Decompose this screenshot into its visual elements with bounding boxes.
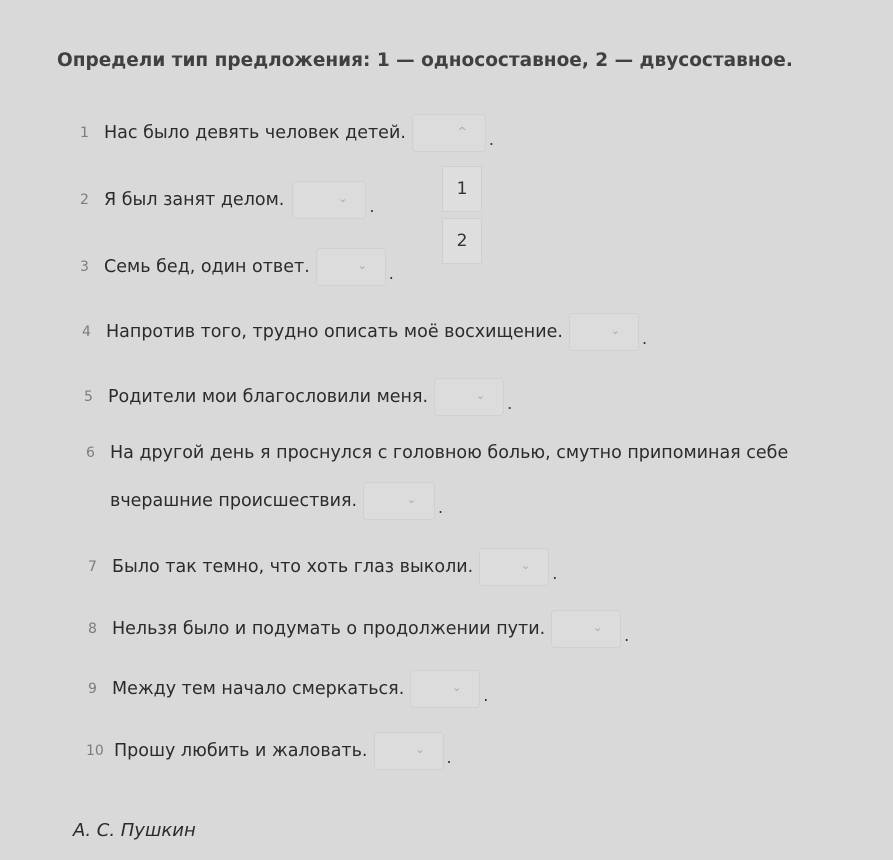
item-number: 1	[80, 125, 89, 141]
sentence-text: Было так темно, что хоть глаз выколи.	[112, 557, 474, 577]
chevron-down-icon: ⌄	[592, 621, 603, 634]
chevron-up-icon: ^	[457, 125, 467, 138]
answer-dropdown-menu	[442, 166, 482, 270]
item-number: 3	[80, 259, 89, 275]
answer-select-6[interactable]	[363, 482, 435, 520]
sentence-item-3: 3 Семь бед, один ответ. ⌄ .	[80, 248, 394, 286]
sentence-text: Семь бед, один ответ.	[104, 257, 310, 277]
item-number: 9	[88, 681, 97, 697]
chevron-down-icon: ⌄	[415, 743, 425, 756]
item-number: 2	[80, 192, 89, 208]
chevron-down-icon: ⌄	[520, 559, 531, 572]
answer-select-10[interactable]	[374, 732, 444, 770]
sentence-item-9: 9 Между тем начало смеркаться. ⌄ .	[88, 670, 488, 708]
answer-select-9[interactable]	[410, 670, 480, 708]
item-number: 8	[88, 621, 97, 637]
answer-select-5[interactable]	[434, 378, 504, 416]
sentence-item-4: 4 Напротив того, трудно описать моё восхищение. ⌄ .	[82, 313, 647, 351]
sentence-text: Я был занят делом.	[104, 190, 285, 210]
answer-select-8[interactable]	[551, 610, 621, 648]
chevron-down-icon: ⌄	[475, 389, 486, 402]
item-number: 4	[82, 324, 91, 340]
sentence-text: Прошу любить и жаловать.	[114, 741, 368, 761]
answer-select-4[interactable]	[569, 313, 639, 351]
sentence-text: Нельзя было и подумать о продолжении пути.	[112, 619, 546, 639]
chevron-down-icon: ⌄	[452, 681, 462, 694]
dropdown-option-1[interactable]: 1	[442, 166, 482, 212]
author-signature: А. С. Пушкин	[73, 820, 196, 841]
sentence-text: вчерашние происшествия.	[110, 491, 358, 511]
sentence-item-5: 5 Родители мои благословили меня. ⌄ .	[84, 378, 512, 416]
sentence-text: Нас было девять человек детей.	[104, 123, 406, 143]
sentence-text: Родители мои благословили меня.	[108, 387, 429, 407]
sentence-text: Между тем начало смеркаться.	[112, 679, 405, 699]
sentence-item-2: 2 Я был занят делом. ⌄ .	[80, 181, 374, 219]
sentence-item-10: 10 Прошу любить и жаловать. ⌄ .	[86, 732, 452, 770]
sentence-item-6	[86, 443, 788, 463]
dropdown-option-2[interactable]: 2	[442, 218, 482, 264]
item-number: 10	[86, 743, 104, 759]
chevron-down-icon: ⌄	[406, 493, 417, 506]
task-title: Определи тип предложения: 1 — односоставное, 2 — двусоставное.	[57, 50, 793, 71]
item-number: 7	[88, 559, 97, 575]
answer-select-7[interactable]	[479, 548, 549, 586]
answer-select-3[interactable]	[316, 248, 386, 286]
chevron-down-icon: ⌄	[357, 259, 367, 272]
answer-select-2[interactable]	[292, 181, 366, 219]
sentence-item-8: 8 Нельзя было и подумать о продолжении пути. ⌄ .	[88, 610, 629, 648]
chevron-down-icon: ⌄	[338, 192, 348, 205]
sentence-text: Напротив того, трудно описать моё восхищение.	[106, 322, 563, 342]
item-number: 5	[84, 389, 93, 405]
answer-select-1[interactable]	[412, 114, 486, 152]
sentence-item-6-continued: вчерашние происшествия. ⌄ .	[110, 482, 443, 520]
chevron-down-icon: ⌄	[610, 324, 620, 337]
sentence-text: На другой день я проснулся с головною болью, смутно припоминая себе	[110, 443, 789, 463]
sentence-item-1: 1 Нас было девять человек детей. ^ .	[80, 114, 494, 152]
sentence-item-7: 7 Было так темно, что хоть глаз выколи. ⌄ .	[88, 548, 557, 586]
item-number: 6	[86, 445, 95, 461]
